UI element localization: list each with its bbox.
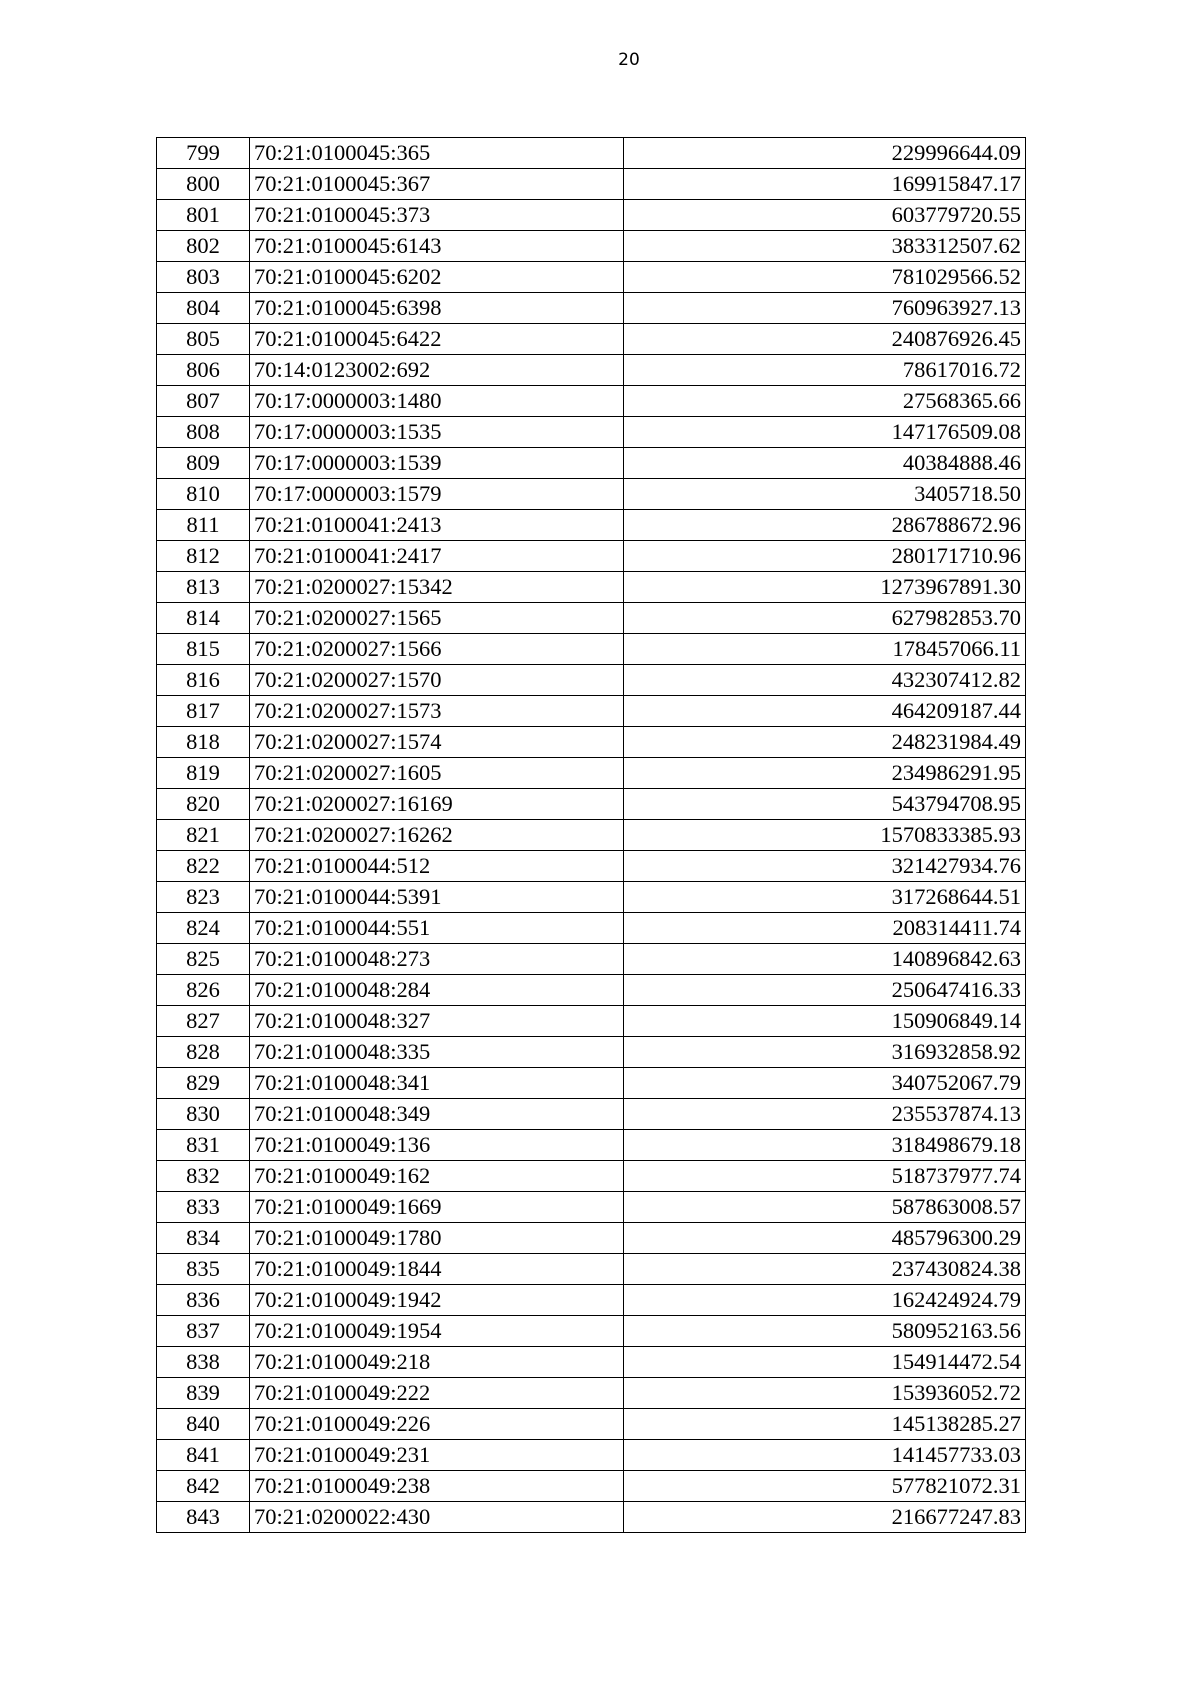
- cadastral-number: 70:21:0100049:1669: [250, 1192, 624, 1223]
- table-row: [157, 1130, 1026, 1161]
- cadastral-value: 543794708.95: [624, 789, 1026, 820]
- table-row: [157, 1316, 1026, 1347]
- row-number: 831: [157, 1130, 250, 1161]
- table-row: [157, 541, 1026, 572]
- cadastral-number: 70:21:0100049:1844: [250, 1254, 624, 1285]
- cadastral-number: 70:21:0100049:222: [250, 1378, 624, 1409]
- cadastral-number: 70:21:0100041:2417: [250, 541, 624, 572]
- cadastral-value-table: [156, 137, 1026, 1533]
- row-number: 813: [157, 572, 250, 603]
- cadastral-value: 162424924.79: [624, 1285, 1026, 1316]
- row-number: 809: [157, 448, 250, 479]
- cadastral-number: 70:21:0200027:1566: [250, 634, 624, 665]
- page-number: 20: [618, 50, 640, 70]
- cadastral-value: 317268644.51: [624, 882, 1026, 913]
- row-number: 814: [157, 603, 250, 634]
- row-number: 823: [157, 882, 250, 913]
- cadastral-value: 235537874.13: [624, 1099, 1026, 1130]
- cadastral-value: 432307412.82: [624, 665, 1026, 696]
- cadastral-value: 1570833385.93: [624, 820, 1026, 851]
- cadastral-number: 70:21:0100048:335: [250, 1037, 624, 1068]
- table-row: [157, 293, 1026, 324]
- cadastral-number: 70:21:0200027:1565: [250, 603, 624, 634]
- cadastral-number: 70:21:0100044:512: [250, 851, 624, 882]
- table-row: [157, 913, 1026, 944]
- cadastral-number: 70:21:0200027:16169: [250, 789, 624, 820]
- cadastral-number: 70:21:0100049:162: [250, 1161, 624, 1192]
- table-row: [157, 138, 1026, 169]
- cadastral-number: 70:17:0000003:1539: [250, 448, 624, 479]
- row-number: 828: [157, 1037, 250, 1068]
- cadastral-number: 70:17:0000003:1535: [250, 417, 624, 448]
- cadastral-number: 70:21:0100045:373: [250, 200, 624, 231]
- row-number: 802: [157, 231, 250, 262]
- table-row: [157, 1068, 1026, 1099]
- table-row: [157, 944, 1026, 975]
- row-number: 810: [157, 479, 250, 510]
- cadastral-value: 781029566.52: [624, 262, 1026, 293]
- table-row: [157, 789, 1026, 820]
- table-row: [157, 1006, 1026, 1037]
- cadastral-value: 169915847.17: [624, 169, 1026, 200]
- row-number: 843: [157, 1502, 250, 1533]
- table-row: [157, 324, 1026, 355]
- cadastral-value: 1273967891.30: [624, 572, 1026, 603]
- table-row: [157, 1254, 1026, 1285]
- row-number: 817: [157, 696, 250, 727]
- cadastral-value: 140896842.63: [624, 944, 1026, 975]
- row-number: 799: [157, 138, 250, 169]
- cadastral-value: 154914472.54: [624, 1347, 1026, 1378]
- table-row: [157, 169, 1026, 200]
- cadastral-value: 147176509.08: [624, 417, 1026, 448]
- table-row: [157, 634, 1026, 665]
- cadastral-value: 383312507.62: [624, 231, 1026, 262]
- cadastral-value: 3405718.50: [624, 479, 1026, 510]
- table-row: [157, 386, 1026, 417]
- row-number: 801: [157, 200, 250, 231]
- cadastral-number: 70:21:0100048:349: [250, 1099, 624, 1130]
- table-row: [157, 1223, 1026, 1254]
- row-number: 819: [157, 758, 250, 789]
- cadastral-value: 208314411.74: [624, 913, 1026, 944]
- table-row: [157, 448, 1026, 479]
- row-number: 824: [157, 913, 250, 944]
- cadastral-number: 70:21:0100049:238: [250, 1471, 624, 1502]
- row-number: 834: [157, 1223, 250, 1254]
- cadastral-number: 70:21:0100044:5391: [250, 882, 624, 913]
- cadastral-number: 70:21:0100045:6202: [250, 262, 624, 293]
- row-number: 830: [157, 1099, 250, 1130]
- cadastral-value: 627982853.70: [624, 603, 1026, 634]
- cadastral-value: 280171710.96: [624, 541, 1026, 572]
- row-number: 821: [157, 820, 250, 851]
- row-number: 841: [157, 1440, 250, 1471]
- table-row: [157, 851, 1026, 882]
- table-row: [157, 882, 1026, 913]
- table-row: [157, 1037, 1026, 1068]
- cadastral-number: 70:21:0100049:136: [250, 1130, 624, 1161]
- cadastral-value: 485796300.29: [624, 1223, 1026, 1254]
- cadastral-value: 178457066.11: [624, 634, 1026, 665]
- cadastral-value: 321427934.76: [624, 851, 1026, 882]
- row-number: 835: [157, 1254, 250, 1285]
- cadastral-number: 70:21:0100049:226: [250, 1409, 624, 1440]
- table-row: [157, 1502, 1026, 1533]
- cadastral-value: 518737977.74: [624, 1161, 1026, 1192]
- cadastral-value: 587863008.57: [624, 1192, 1026, 1223]
- table-row: [157, 665, 1026, 696]
- cadastral-number: 70:17:0000003:1579: [250, 479, 624, 510]
- cadastral-number: 70:21:0100045:6398: [250, 293, 624, 324]
- cadastral-value: 145138285.27: [624, 1409, 1026, 1440]
- row-number: 820: [157, 789, 250, 820]
- cadastral-number: 70:21:0100048:284: [250, 975, 624, 1006]
- row-number: 816: [157, 665, 250, 696]
- cadastral-value: 603779720.55: [624, 200, 1026, 231]
- table-row: [157, 727, 1026, 758]
- row-number: 806: [157, 355, 250, 386]
- cadastral-number: 70:21:0200027:15342: [250, 572, 624, 603]
- row-number: 826: [157, 975, 250, 1006]
- cadastral-value: 248231984.49: [624, 727, 1026, 758]
- row-number: 800: [157, 169, 250, 200]
- row-number: 838: [157, 1347, 250, 1378]
- cadastral-value: 150906849.14: [624, 1006, 1026, 1037]
- cadastral-value: 577821072.31: [624, 1471, 1026, 1502]
- table-row: [157, 758, 1026, 789]
- table-row: [157, 1471, 1026, 1502]
- table-row: [157, 1409, 1026, 1440]
- table-row: [157, 1161, 1026, 1192]
- table-row: [157, 1378, 1026, 1409]
- cadastral-value: 250647416.33: [624, 975, 1026, 1006]
- row-number: 815: [157, 634, 250, 665]
- row-number: 839: [157, 1378, 250, 1409]
- cadastral-value: 78617016.72: [624, 355, 1026, 386]
- table-row: [157, 572, 1026, 603]
- cadastral-value: 237430824.38: [624, 1254, 1026, 1285]
- cadastral-number: 70:21:0100044:551: [250, 913, 624, 944]
- table-row: [157, 417, 1026, 448]
- row-number: 805: [157, 324, 250, 355]
- cadastral-value: 234986291.95: [624, 758, 1026, 789]
- cadastral-number: 70:21:0100049:231: [250, 1440, 624, 1471]
- cadastral-number: 70:21:0200027:16262: [250, 820, 624, 851]
- table-row: [157, 200, 1026, 231]
- row-number: 842: [157, 1471, 250, 1502]
- cadastral-number: 70:21:0100049:1954: [250, 1316, 624, 1347]
- row-number: 837: [157, 1316, 250, 1347]
- cadastral-value: 240876926.45: [624, 324, 1026, 355]
- row-number: 836: [157, 1285, 250, 1316]
- cadastral-value: 286788672.96: [624, 510, 1026, 541]
- table-row: [157, 1285, 1026, 1316]
- cadastral-number: 70:21:0100049:1780: [250, 1223, 624, 1254]
- row-number: 825: [157, 944, 250, 975]
- row-number: 808: [157, 417, 250, 448]
- cadastral-number: 70:14:0123002:692: [250, 355, 624, 386]
- table-row: [157, 603, 1026, 634]
- table-row: [157, 1192, 1026, 1223]
- cadastral-number: 70:17:0000003:1480: [250, 386, 624, 417]
- table-row: [157, 1347, 1026, 1378]
- row-number: 822: [157, 851, 250, 882]
- cadastral-value: 141457733.03: [624, 1440, 1026, 1471]
- cadastral-number: 70:21:0100049:218: [250, 1347, 624, 1378]
- cadastral-value: 340752067.79: [624, 1068, 1026, 1099]
- table-row: [157, 820, 1026, 851]
- row-number: 818: [157, 727, 250, 758]
- cadastral-value: 464209187.44: [624, 696, 1026, 727]
- row-number: 803: [157, 262, 250, 293]
- row-number: 832: [157, 1161, 250, 1192]
- table-row: [157, 262, 1026, 293]
- cadastral-value: 229996644.09: [624, 138, 1026, 169]
- table-row: [157, 1440, 1026, 1471]
- table-row: [157, 231, 1026, 262]
- row-number: 827: [157, 1006, 250, 1037]
- row-number: 807: [157, 386, 250, 417]
- row-number: 804: [157, 293, 250, 324]
- cadastral-number: 70:21:0100045:6143: [250, 231, 624, 262]
- cadastral-number: 70:21:0100048:327: [250, 1006, 624, 1037]
- table-body: [157, 138, 1026, 1533]
- table-row: [157, 510, 1026, 541]
- cadastral-value: 760963927.13: [624, 293, 1026, 324]
- cadastral-value: 153936052.72: [624, 1378, 1026, 1409]
- cadastral-value: 216677247.83: [624, 1502, 1026, 1533]
- cadastral-number: 70:21:0200027:1605: [250, 758, 624, 789]
- cadastral-number: 70:21:0100041:2413: [250, 510, 624, 541]
- cadastral-number: 70:21:0100045:367: [250, 169, 624, 200]
- cadastral-number: 70:21:0100048:341: [250, 1068, 624, 1099]
- cadastral-number: 70:21:0200027:1570: [250, 665, 624, 696]
- cadastral-number: 70:21:0100049:1942: [250, 1285, 624, 1316]
- row-number: 829: [157, 1068, 250, 1099]
- row-number: 812: [157, 541, 250, 572]
- row-number: 833: [157, 1192, 250, 1223]
- cadastral-value: 318498679.18: [624, 1130, 1026, 1161]
- cadastral-value: 27568365.66: [624, 386, 1026, 417]
- table-row: [157, 355, 1026, 386]
- table-row: [157, 1099, 1026, 1130]
- cadastral-number: 70:21:0100048:273: [250, 944, 624, 975]
- cadastral-value: 580952163.56: [624, 1316, 1026, 1347]
- table-row: [157, 975, 1026, 1006]
- cadastral-value: 40384888.46: [624, 448, 1026, 479]
- row-number: 811: [157, 510, 250, 541]
- table-row: [157, 696, 1026, 727]
- cadastral-number: 70:21:0200027:1573: [250, 696, 624, 727]
- cadastral-number: 70:21:0100045:6422: [250, 324, 624, 355]
- cadastral-number: 70:21:0200027:1574: [250, 727, 624, 758]
- cadastral-number: 70:21:0100045:365: [250, 138, 624, 169]
- cadastral-value: 316932858.92: [624, 1037, 1026, 1068]
- cadastral-number: 70:21:0200022:430: [250, 1502, 624, 1533]
- table-row: [157, 479, 1026, 510]
- row-number: 840: [157, 1409, 250, 1440]
